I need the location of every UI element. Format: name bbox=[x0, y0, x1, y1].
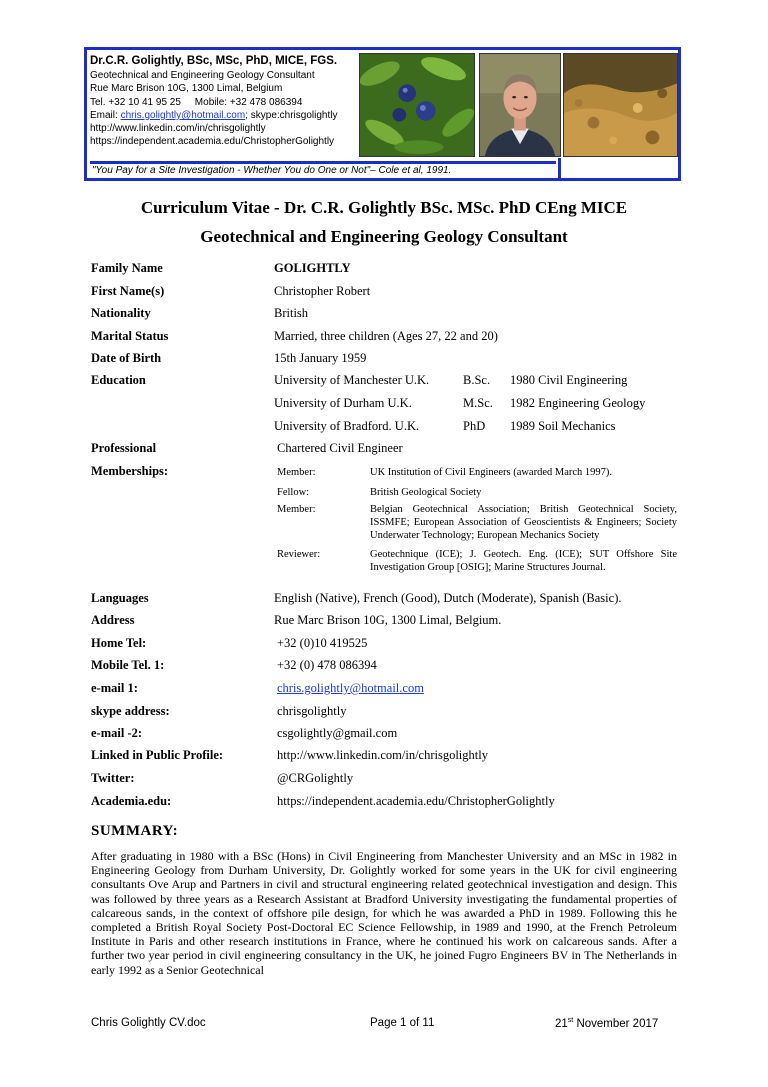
membership-role: Reviewer: bbox=[277, 549, 321, 560]
header-address: Rue Marc Brison 10G, 1300 Limal, Belgium bbox=[90, 83, 283, 95]
footer-page-number: Page 1 of 11 bbox=[370, 1017, 435, 1029]
footer-filename: Chris Golightly CV.doc bbox=[91, 1017, 206, 1029]
header-tel: Tel. +32 10 41 95 25 Mobile: +32 478 086394 bbox=[90, 96, 303, 108]
languages-label: Languages bbox=[91, 591, 149, 605]
mobile-label: Mobile Tel. 1: bbox=[91, 658, 165, 672]
professional-label: Professional bbox=[91, 441, 157, 455]
dob-value: 15th January 1959 bbox=[274, 351, 367, 365]
education-institution: University of Manchester U.K. bbox=[274, 373, 430, 387]
header-email-prefix: Email: bbox=[90, 109, 121, 121]
footer-date bbox=[555, 1017, 658, 1030]
rock-photo bbox=[563, 53, 678, 157]
header-email-link[interactable]: chris.golightly@hotmail.com bbox=[120, 109, 246, 121]
address-label: Address bbox=[91, 613, 135, 627]
blueberry-photo bbox=[359, 53, 475, 157]
header-divider bbox=[558, 158, 561, 178]
membership-text: Belgian Geotechnical Association; British Geotechnical Society, ISSMFE; European Association of Geoscientists & Engineers; Society Underwater Technology; European Mechanics Society bbox=[370, 504, 677, 541]
education-institution: University of Bradford. U.K. bbox=[274, 419, 420, 433]
skype-label: skype address: bbox=[91, 704, 170, 718]
education-institution: University of Durham U.K. bbox=[274, 396, 412, 410]
linkedin-label: Linked in Public Profile: bbox=[91, 748, 224, 762]
family-name-label: Family Name bbox=[91, 261, 163, 275]
cv-subtitle: Geotechnical and Engineering Geology Consultant bbox=[200, 227, 568, 246]
first-name-label: First Name(s) bbox=[91, 284, 165, 298]
education-degree: M.Sc. bbox=[463, 396, 493, 410]
header-email-line bbox=[90, 109, 358, 122]
summary-heading: SUMMARY: bbox=[91, 823, 179, 839]
nationality-value: British bbox=[274, 306, 309, 320]
footer-date-day: 21 bbox=[555, 1017, 568, 1030]
membership-role: Member: bbox=[277, 467, 316, 478]
header-quote: "You Pay for a Site Investigation - Whether You do One or Not"– Cole et al, 1991. bbox=[90, 161, 556, 178]
languages-value: English (Native), French (Good), Dutch (Moderate), Spanish (Basic). bbox=[274, 591, 622, 605]
address-value: Rue Marc Brison 10G, 1300 Limal, Belgium. bbox=[274, 613, 502, 627]
header-contact-block bbox=[90, 53, 358, 149]
membership-role: Fellow: bbox=[277, 487, 310, 498]
membership-text: British Geological Society bbox=[370, 487, 482, 498]
footer-date-rest: November 2017 bbox=[573, 1017, 659, 1030]
home-tel-label: Home Tel: bbox=[91, 636, 147, 650]
home-tel-value: +32 (0)10 419525 bbox=[277, 636, 368, 650]
chartered-value: Chartered Civil Engineer bbox=[277, 441, 403, 455]
email2-value: csgolightly@gmail.com bbox=[277, 726, 398, 740]
education-degree: PhD bbox=[463, 419, 486, 433]
marital-status-label: Marital Status bbox=[91, 329, 169, 343]
cv-title: Curriculum Vitae - Dr. C.R. Golightly BSc. MSc. PhD CEng MICE bbox=[140, 198, 628, 217]
header-box bbox=[84, 47, 681, 181]
dob-label: Date of Birth bbox=[91, 351, 162, 365]
twitter-label: Twitter: bbox=[91, 771, 135, 785]
first-name-value: Christopher Robert bbox=[274, 284, 371, 298]
summary-text: After graduating in 1980 with a BSc (Hons) in Civil Engineering from Manchester University and an MSc in 1982 in Engineering Geology from Durham University, Dr. Golightly worked for some years in the UK for civil engineering consultants Ove Arup and Partners in civil and structural engineering related geotechnical investigation and design. This was followed by three years as a Research Assistant at Bradford University investigating the fundamental properties of calcareous sands, in the context of offshore pile design, for which he was awarded a PhD in 1989. Following this he completed a British Royal Society Post-Doctoral EC Science Fellowship, in 1989 and 1990, at the French Petroleum Institute in Paris and other research institutions in France, where he continued his work on calcareous sands. After a further two year period in civil engineering consultancy in the UK, he joined Fugro Engineers BV in The Netherlands in early 1992 as a Senior Geotechnical bbox=[91, 849, 677, 977]
marital-status-value: Married, three children (Ages 27, 22 and 20) bbox=[274, 329, 498, 343]
mobile-value: +32 (0) 478 086394 bbox=[277, 658, 377, 672]
header-name: Dr.C.R. Golightly, BSc, MSc, PhD, MICE, FGS. bbox=[90, 55, 338, 67]
linkedin-value: http://www.linkedin.com/in/chrisgolightly bbox=[277, 748, 488, 762]
email1-link[interactable]: chris.golightly@hotmail.com bbox=[277, 681, 424, 695]
education-detail: 1980 Civil Engineering bbox=[510, 373, 628, 387]
membership-text: UK Institution of Civil Engineers (awarded March 1997). bbox=[370, 467, 613, 478]
header-skype: ; skype:chrisgolightly bbox=[245, 109, 338, 121]
header-role: Geotechnical and Engineering Geology Consultant bbox=[90, 70, 315, 81]
header-linkedin: http://www.linkedin.com/in/chrisgolightly bbox=[90, 123, 266, 135]
email2-label: e-mail -2: bbox=[91, 726, 143, 740]
memberships-label: Memberships: bbox=[91, 464, 169, 478]
education-degree: B.Sc. bbox=[463, 373, 491, 387]
portrait-photo bbox=[479, 53, 561, 157]
twitter-value: @CRGolightly bbox=[277, 771, 354, 785]
footer-date-suffix: st bbox=[567, 1017, 574, 1024]
education-detail: 1989 Soil Mechanics bbox=[510, 419, 616, 433]
email1-value bbox=[277, 681, 424, 696]
academia-label: Academia.edu: bbox=[91, 794, 172, 808]
nationality-label: Nationality bbox=[91, 306, 151, 320]
membership-text: Geotechnique (ICE); J. Geotech. Eng. (ICE); SUT Offshore Site Investigation Group [OSIG]; Marine Structures Journal. bbox=[370, 549, 677, 573]
academia-value: https://independent.academia.edu/ChristopherGolightly bbox=[277, 794, 555, 808]
header-academia: https://independent.academia.edu/ChristopherGolightly bbox=[90, 136, 335, 148]
membership-role: Member: bbox=[277, 504, 316, 515]
family-name-value: GOLIGHTLY bbox=[274, 261, 351, 275]
email1-label: e-mail 1: bbox=[91, 681, 138, 695]
education-label: Education bbox=[91, 373, 146, 387]
education-detail: 1982 Engineering Geology bbox=[510, 396, 646, 410]
skype-value: chrisgolightly bbox=[277, 704, 347, 718]
